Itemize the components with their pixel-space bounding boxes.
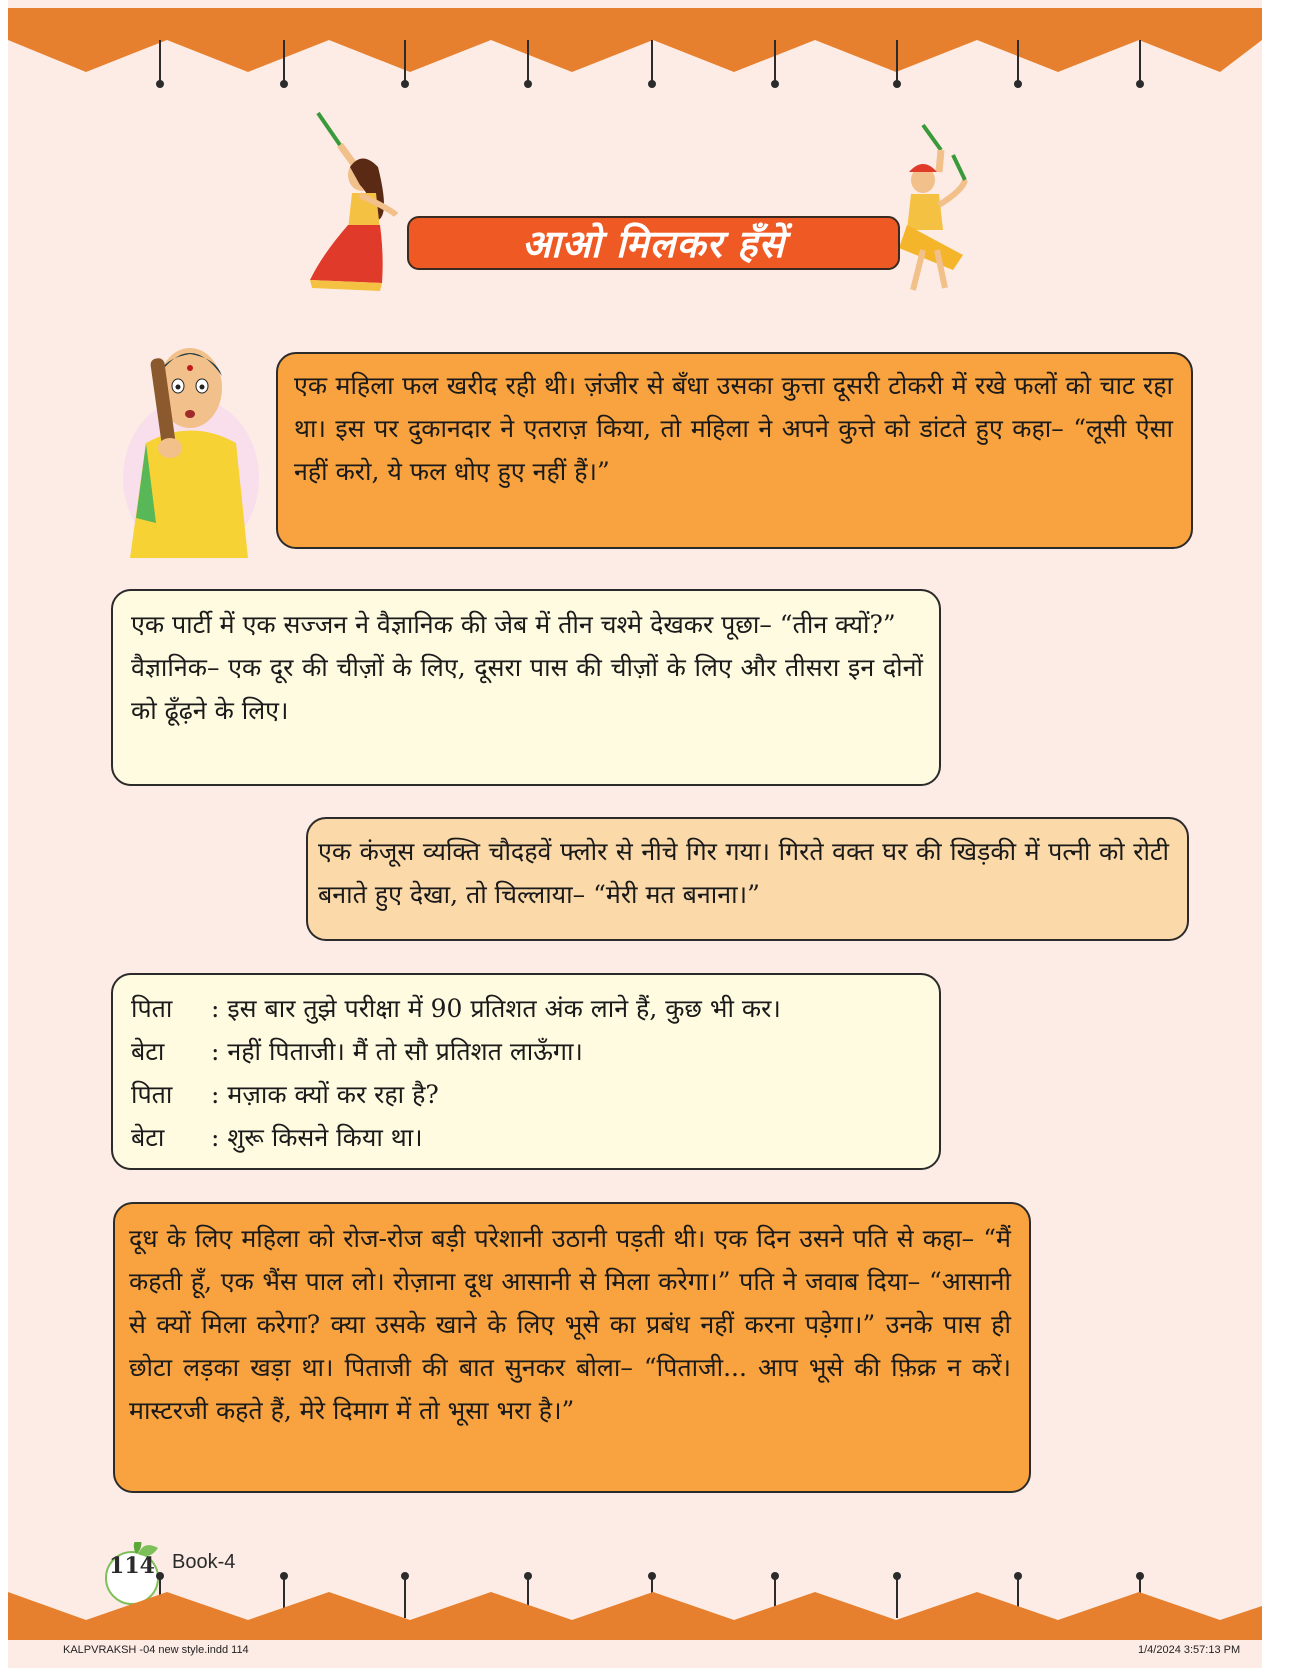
joke-text: दूध के लिए महिला को रोज-रोज बड़ी परेशानी उठानी पड़ती थी। एक दिन उसने पति से कहा– “मैं कहती हूँ, एक भैंस पाल लो। रोज़ाना दूध आसानी से मिला करेगा।” पति ने जवाब दिया– “आसानी से क्यों मिला करेगा? क्या उसके खाने के लिए भूसे का प्रबंध नहीं करना पड़ेगा।” उनके पास ही छोटा लड़का खड़ा था। पिताजी की बात सुनकर बोला– “पिताजी... आप भूसे की फ़िक्र न करें। मास्टरजी कहते हैं, मेरे दिमाग में तो भूसा भरा है।” <box>129 1224 1011 1425</box>
dialogue-speaker: बेटा <box>131 1123 165 1152</box>
joke-text: एक पार्टी में एक सज्जन ने वैज्ञानिक की जेब में तीन चश्मे देखकर पूछा– “तीन क्यों?” <box>131 610 896 639</box>
dialogue-speaker: पिता <box>131 1080 173 1109</box>
dialogue-line <box>131 1116 923 1159</box>
dialogue-line <box>131 987 923 1030</box>
dialogue-text: : नहीं पिताजी। मैं तो सौ प्रतिशत लाऊँगा। <box>211 1037 583 1066</box>
dialogue-text: : शुरू किसने किया था। <box>211 1123 423 1152</box>
dancing-girl-illustration <box>300 105 410 295</box>
book-label: Book-4 <box>172 1551 236 1573</box>
dialogue-speaker: पिता <box>131 994 173 1023</box>
woman-with-rolling-pin-illustration <box>116 318 266 560</box>
joke-box-buffalo-fodder <box>113 1202 1031 1493</box>
top-bunting-banner <box>0 0 1308 90</box>
dialogue-line <box>131 1030 923 1073</box>
joke-box-father-son-dialogue <box>111 973 941 1170</box>
joke-box-scientist-glasses <box>111 589 941 786</box>
joke-box-fruit-seller <box>276 352 1193 549</box>
dialogue-speaker: बेटा <box>131 1037 165 1066</box>
dialogue-line <box>131 1073 923 1116</box>
dialogue-text: : इस बार तुझे परीक्षा में 90 प्रतिशत अंक लाने हैं, कुछ भी कर। <box>211 994 781 1023</box>
joke-text: एक कंजूस व्यक्ति चौदहवें फ्लोर से नीचे गिर गया। गिरते वक्त घर की खिड़की में पत्नी को रोटी बनाते हुए देखा, तो चिल्लाया– “मेरी मत बनाना।” <box>318 837 1169 909</box>
page-title: आओ मिलकर हँसें <box>521 221 786 266</box>
dancing-boy-illustration <box>893 120 993 300</box>
page-number: 114 <box>109 1553 155 1579</box>
page-right-edge <box>1262 0 1308 1668</box>
print-slug-timestamp: 1/4/2024 3:57:13 PM <box>1138 1644 1241 1656</box>
joke-box-miser-falling <box>306 817 1189 941</box>
dialogue-text: : मज़ाक क्यों कर रहा है? <box>211 1080 439 1109</box>
title-banner <box>407 216 900 270</box>
joke-text: एक महिला फल खरीद रही थी। ज़ंजीर से बँधा उसका कुत्ता दूसरी टोकरी में रखे फलों को चाट रहा था। इस पर दुकानदार ने एतराज़ किया, तो महिला ने अपने कुत्ते को डांटते हुए कहा– “लूसी ऐसा नहीं करो, ये फल धोए हुए नहीं हैं।” <box>294 371 1173 486</box>
print-slug-filename: KALPVRAKSH -04 new style.indd 114 <box>63 1644 249 1656</box>
page-left-edge <box>0 0 8 1668</box>
joke-text: वैज्ञानिक– एक दूर की चीज़ों के लिए, दूसरा पास की चीज़ों के लिए और तीसरा इन दोनों को ढूँढ़ने के लिए। <box>131 653 923 725</box>
